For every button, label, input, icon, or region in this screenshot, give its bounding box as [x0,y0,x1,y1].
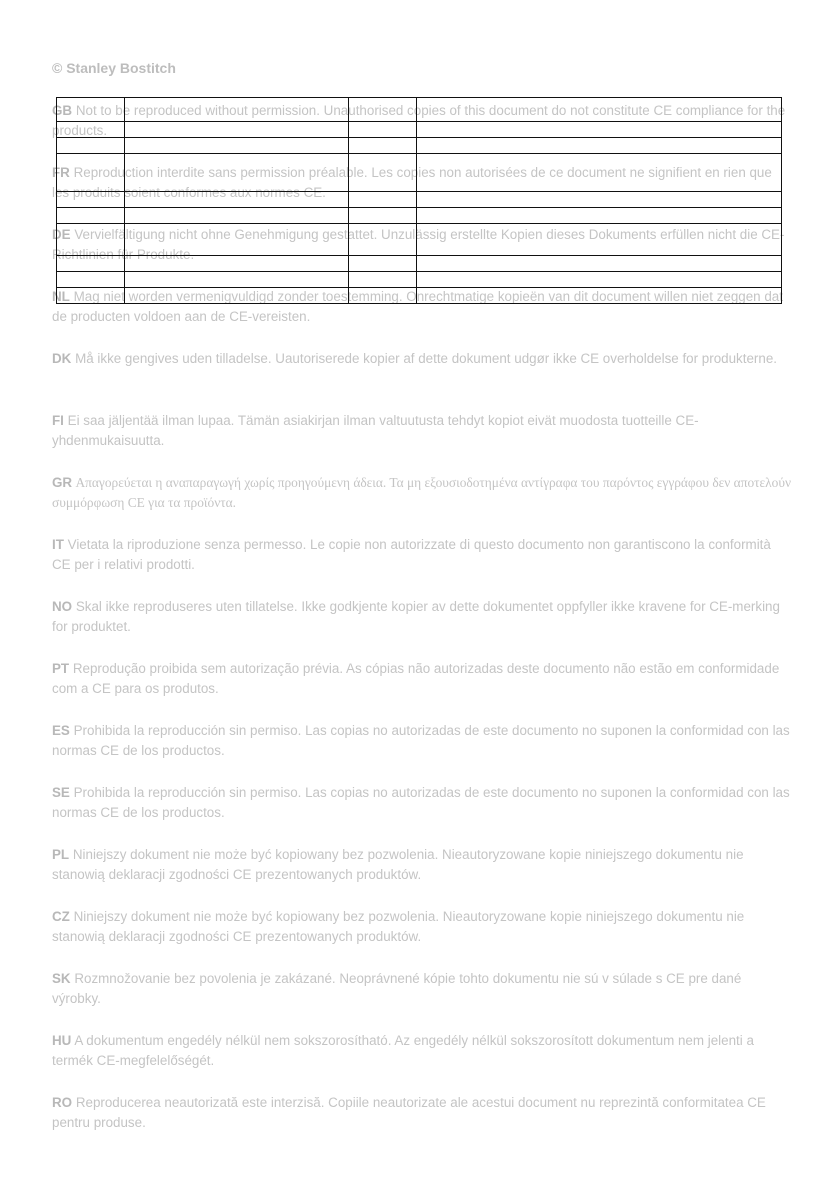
language-code: IT [52,537,64,552]
language-code: ES [52,723,70,738]
table-row [57,138,782,154]
language-code: HU [52,1033,72,1048]
notice-text: Må ikke gengives uden tilladelse. Uautoriserede kopier af dette dokument udgør ikke CE overholdelse for produkterne. [75,351,777,366]
notice-text: Ei saa jäljentää ilman lupaa. Tämän asiakirjan ilman valtuutusta tehdyt kopiot eivät muodosta tuotteille CE-yhdenmukaisuutta. [52,413,699,448]
table-cell [417,208,782,224]
table-cell [349,208,417,224]
table-cell [349,272,417,288]
table-cell [125,256,349,272]
table-cell [417,224,782,256]
notice-text: Not to be reproduced without permission. Unauthorised copies of this document do not constitute CE compliance for the products. [52,103,786,138]
language-code: DK [52,351,72,366]
notice-dk [52,349,792,411]
table-row [57,122,782,138]
language-code: SK [52,971,71,986]
language-code: SE [52,785,70,800]
notice-text: Prohibida la reproducción sin permiso. Las copias no autorizadas de este documento no suponen la conformidad con las normas CE de los productos. [52,785,790,820]
table-cell [417,288,782,304]
table-cell [349,192,417,208]
notice-text: Vietata la riproduzione senza permesso. Le copie non autorizzate di questo documento non garantiscono la conformità CE per i relativi prodotti. [52,537,771,572]
table-cell [125,272,349,288]
table-cell [125,98,349,122]
notice-fi [52,411,792,473]
notice-hu [52,1031,792,1093]
language-code: PL [52,847,70,862]
table-row [57,154,782,192]
table-cell [57,288,125,304]
notice-se [52,783,792,845]
notice-text: Vervielfältigung nicht ohne Genehmigung gestattet. Unzulässig erstellte Kopien dieses Dokuments erfüllen nicht die CE-Richtlinien für Produkte. [52,227,785,262]
notice-text: A dokumentum engedély nélkül nem sokszorosítható. Az engedély nélkül sokszorosított dokumentum nem jelenti a termék CE-megfelelőségét. [52,1033,754,1068]
table-cell [417,138,782,154]
notice-ro [52,1093,792,1155]
table-row [57,256,782,272]
table-cell [125,138,349,154]
table-row [57,272,782,288]
table-row [57,224,782,256]
language-code: FR [52,165,70,180]
table-cell [57,208,125,224]
table-cell [57,138,125,154]
notice-text: Niniejszy dokument nie może być kopiowany bez pozwolenia. Nieautoryzowane kopie niniejszego dokumentu nie stanowią deklaracji zgodności CE prezentowanych produktów. [52,847,744,882]
notice-pt [52,659,792,721]
table-cell [417,272,782,288]
notice-text: Reprodução proibida sem autorização prévia. As cópias não autorizadas deste documento não estão em conformidade com a CE para os produtos. [52,661,780,696]
table-cell [125,224,349,256]
table-row [57,208,782,224]
language-code: GB [52,103,73,118]
table-cell [57,192,125,208]
notice-text: Niniejszy dokument nie może być kopiowany bez pozwolenia. Nieautoryzowane kopie niniejszego dokumentu nie stanowią deklaracji zgodności CE prezentowanych produktów. [52,909,745,944]
notice-it [52,535,792,597]
table-cell [417,192,782,208]
table-cell [417,256,782,272]
table-cell [125,154,349,192]
table-cell [349,256,417,272]
table-cell [57,98,125,122]
language-code: NO [52,599,73,614]
table-row [57,288,782,304]
language-code: RO [52,1095,73,1110]
notice-es [52,721,792,783]
table-cell [349,154,417,192]
table-cell [349,138,417,154]
notice-text: Reproducerea neautorizată este interzisă. Copiile neautorizate ale acestui document nu reprezintă conformitatea CE pentru produse. [52,1095,766,1130]
language-code: DE [52,227,71,242]
table-cell [57,122,125,138]
notice-no [52,597,792,659]
notice-text: Prohibida la reproducción sin permiso. Las copias no autorizadas de este documento no suponen la conformidad con las normas CE de los productos. [52,723,790,758]
copyright-notice: © Stanley Bostitch [52,60,176,76]
table-cell [57,154,125,192]
notice-text: Απαγορεύεται η αναπαραγωγή χωρίς προηγούμενη άδεια. Τα μη εξουσιοδοτημένα αντίγραφα του παρόντος εγγράφου δεν αποτελούν συμμόρφωση CE για τα προϊόντα. [52,475,792,510]
table-cell [417,122,782,138]
notice-sk [52,969,792,1031]
table-cell [125,192,349,208]
table-cell [417,98,782,122]
table-cell [349,224,417,256]
table-row [57,192,782,208]
table-cell [125,208,349,224]
table-cell [349,98,417,122]
table-cell [349,122,417,138]
notice-text: Mag niet worden vermenigvuldigd zonder toestemming. Onrechtmatige kopieën van dit document willen niet zeggen dat de producten voldoen aan de CE-vereisten. [52,289,783,324]
notice-text: Skal ikke reproduseres uten tillatelse. Ikke godkjente kopier av dette dokumentet oppfyller ikke kravene for CE-merking for produktet. [52,599,780,634]
table-cell [125,122,349,138]
notice-gr [52,473,792,535]
language-code: PT [52,661,70,676]
language-code: GR [52,475,73,490]
language-code: FI [52,413,64,428]
notice-text: Reproduction interdite sans permission préalable. Les copies non autorisées de ce document ne signifient en rien que les produits soient conformes aux normes CE. [52,165,772,200]
table-cell [57,256,125,272]
table-cell [57,272,125,288]
notice-cz [52,907,792,969]
notice-text: Rozmnožovanie bez povolenia je zakázané. Neoprávnené kópie tohto dokumentu nie sú v súlade s CE pre dané výrobky. [52,971,742,1006]
empty-table-grid [56,97,782,304]
table-cell [417,154,782,192]
language-code: CZ [52,909,70,924]
table-cell [57,224,125,256]
table-cell [349,288,417,304]
language-code: NL [52,289,70,304]
table-row [57,98,782,122]
notice-pl [52,845,792,907]
table-cell [125,288,349,304]
